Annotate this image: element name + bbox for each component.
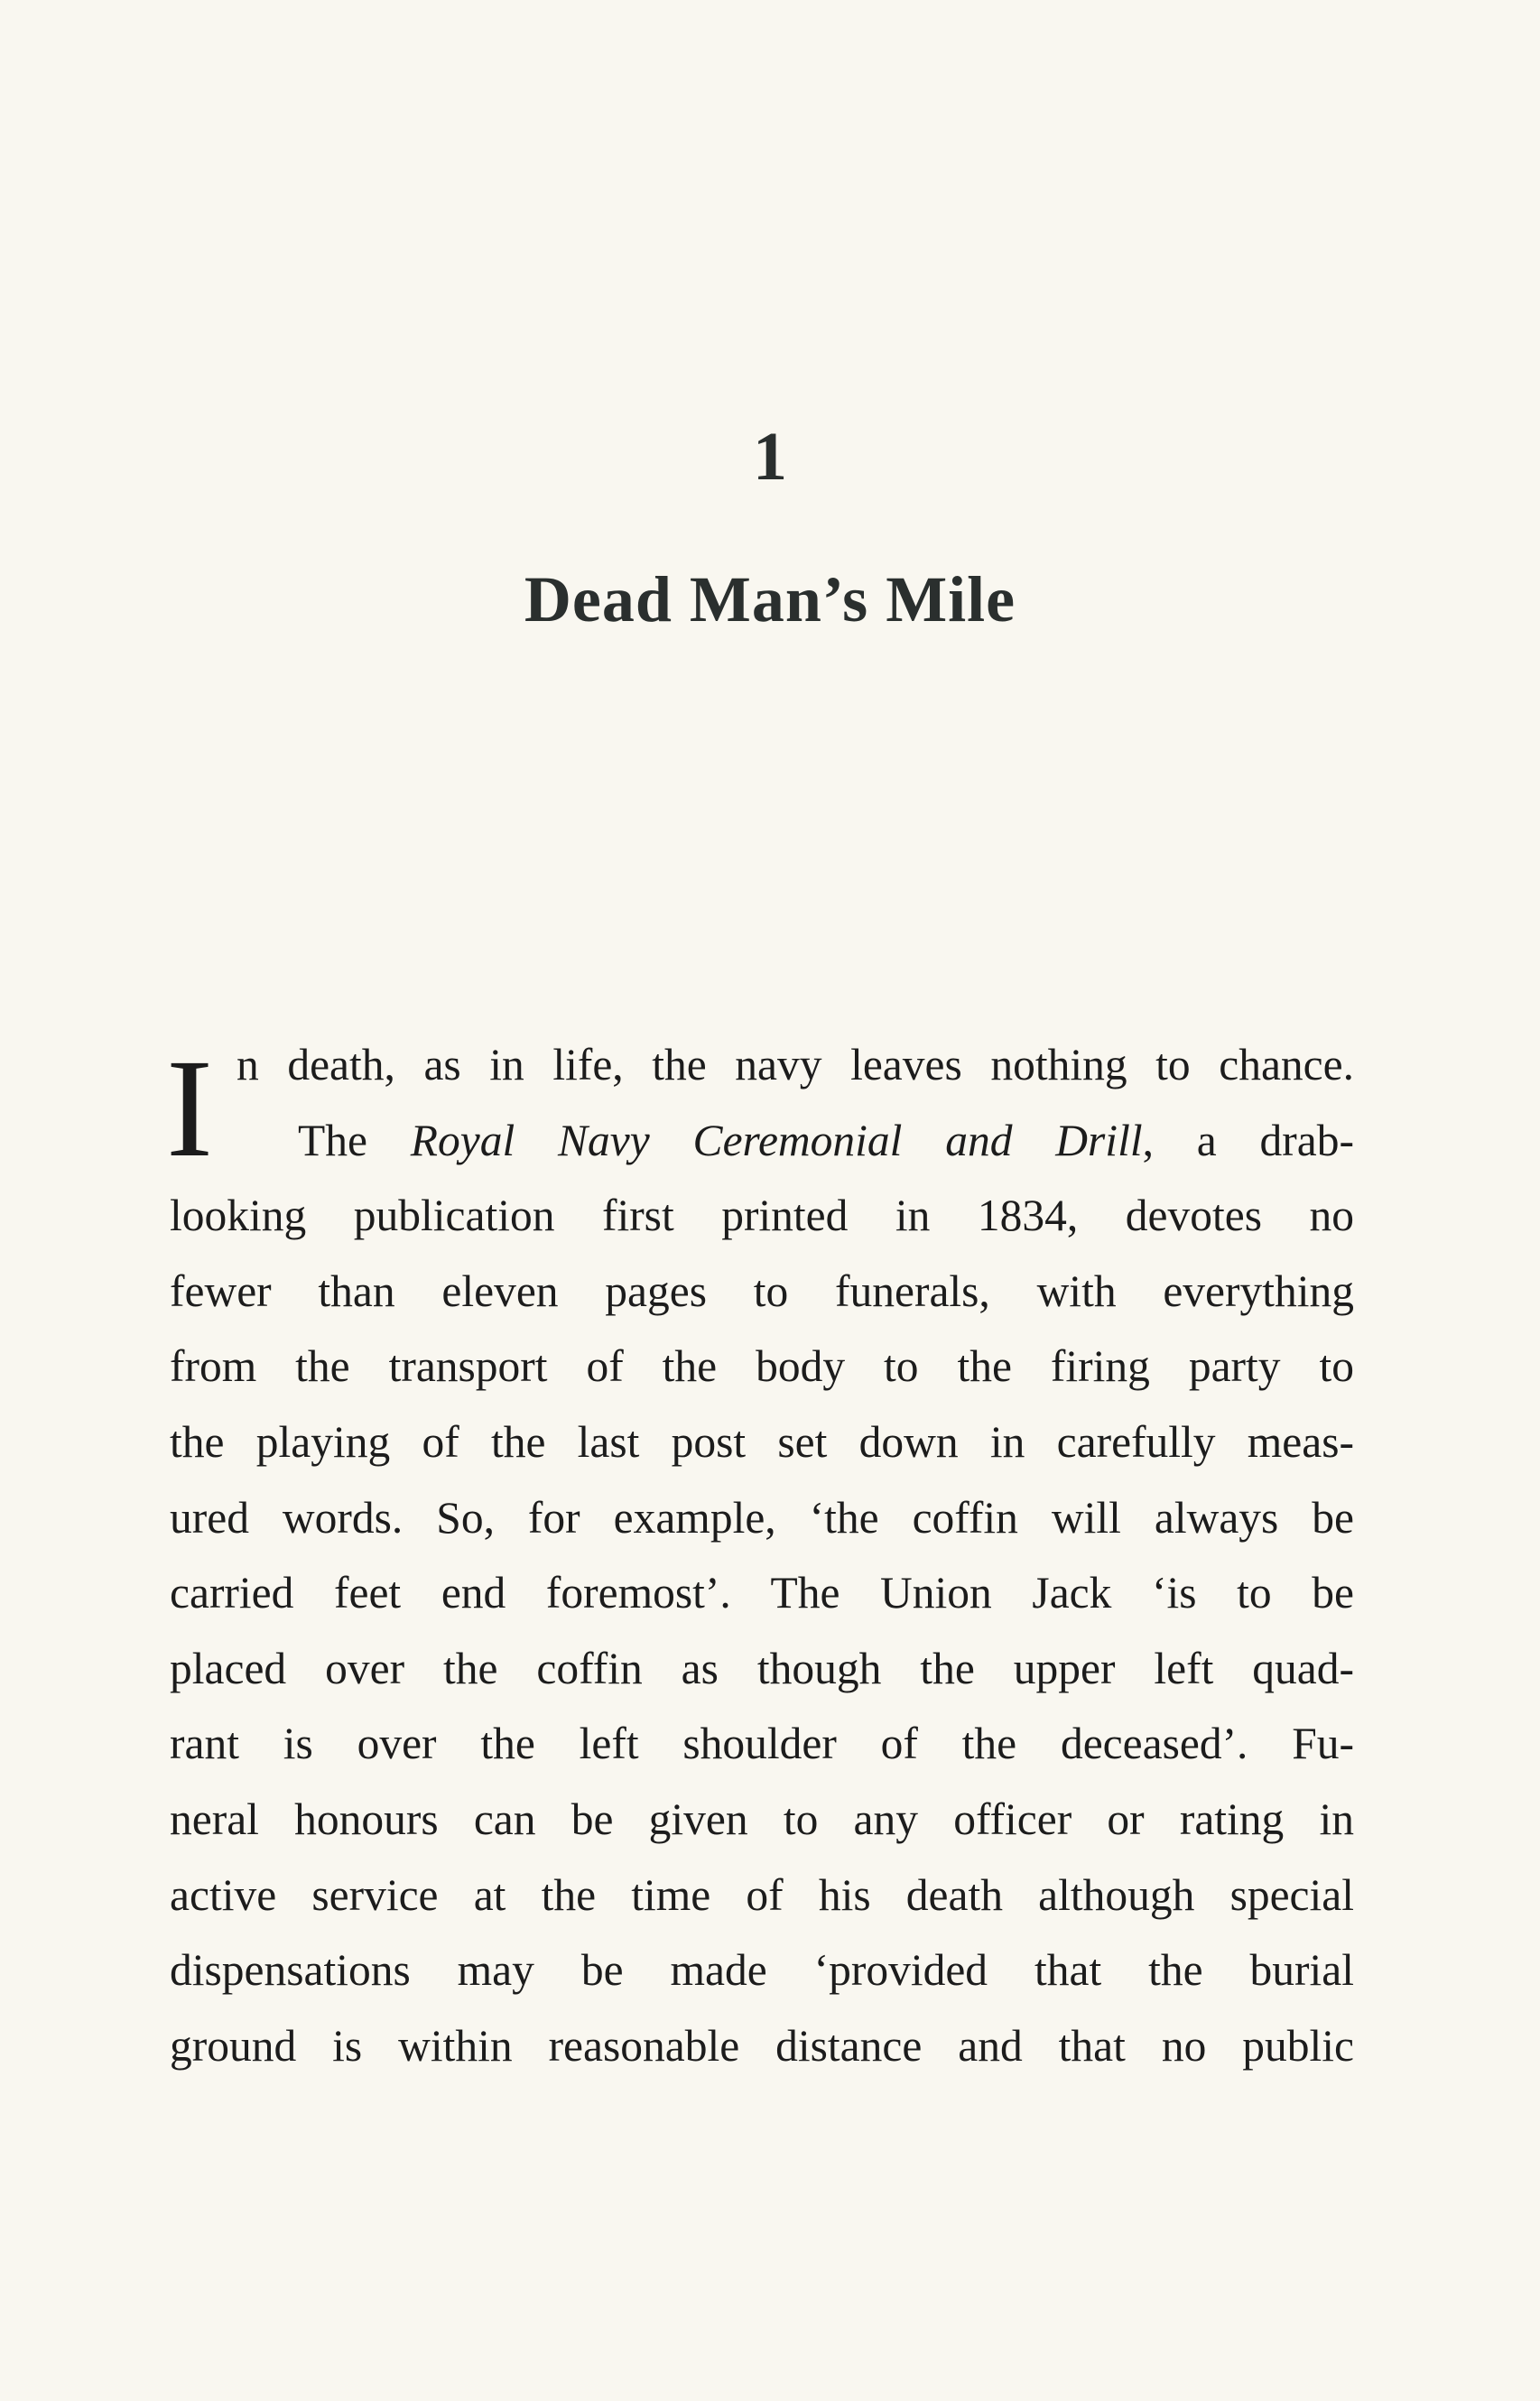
line-text: The bbox=[298, 1115, 411, 1165]
drop-cap: I bbox=[166, 1030, 213, 1186]
text-line: neral honours can be given to any officer or rating in bbox=[170, 1794, 1354, 1844]
line-text: , a drab- bbox=[1142, 1115, 1354, 1165]
text-line bbox=[170, 1103, 1354, 1179]
text-line: placed over the coffin as though the upper left quad- bbox=[170, 1643, 1354, 1693]
text-line: rant is over the left shoulder of the deceased’. Fu- bbox=[170, 1719, 1354, 1769]
text-line: ured words. So, for example, ‘the coffin will always be bbox=[170, 1492, 1354, 1543]
text-line bbox=[170, 1027, 1354, 1103]
chapter-number: 1 bbox=[753, 419, 787, 495]
chapter-title: Dead Man’s Mile bbox=[524, 563, 1016, 635]
line-text: n death, as in life, the navy leaves nothing to chance. bbox=[237, 1040, 1354, 1089]
text-line: the playing of the last post set down in carefully meas- bbox=[170, 1416, 1354, 1467]
text-line: carried feet end foremost’. The Union Jack ‘is to be bbox=[170, 1568, 1354, 1618]
text-line: from the transport of the body to the firing party to bbox=[170, 1341, 1354, 1392]
book-title-italic: Royal Navy Ceremonial and Drill bbox=[410, 1115, 1143, 1165]
body-text bbox=[166, 1027, 1354, 2083]
text-line: ground is within reasonable distance and that no public bbox=[170, 2020, 1354, 2071]
text-line: fewer than eleven pages to funerals, with everything bbox=[170, 1265, 1354, 1316]
text-line: dispensations may be made ‘provided that the burial bbox=[170, 1945, 1354, 1996]
text-line: looking publication first printed in 1834, devotes no bbox=[170, 1191, 1354, 1241]
text-line: active service at the time of his death although special bbox=[170, 1869, 1354, 1920]
